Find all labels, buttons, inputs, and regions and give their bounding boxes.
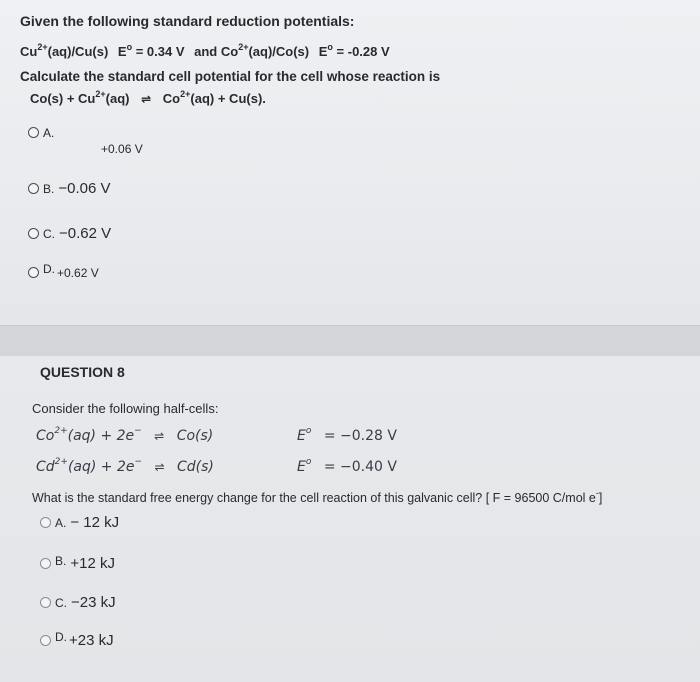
radio-button-icon[interactable] bbox=[40, 635, 51, 646]
q8-cell1-rhs: Co(s) bbox=[176, 428, 214, 444]
q7-half1-value: = 0.34 V bbox=[135, 44, 185, 59]
q7-half-reactions bbox=[20, 41, 390, 59]
q7-rxn-left: Co(s) + Cu bbox=[30, 91, 96, 106]
q8-cell2-minus: − bbox=[134, 457, 143, 468]
q7-reaction bbox=[30, 88, 266, 106]
q7-option-a-letter: A. bbox=[43, 125, 55, 140]
q8-cell1-value: = −0.28 V bbox=[323, 428, 397, 444]
q8-question-end: ] bbox=[598, 491, 603, 505]
equilibrium-arrow-icon: ⇌ bbox=[154, 460, 165, 474]
q8-cell2-E: E bbox=[297, 459, 306, 475]
q7-half1-charge: 2+ bbox=[37, 41, 48, 52]
q8-question-minus: - bbox=[595, 487, 599, 498]
q8-option-b-value: +12 kJ bbox=[70, 555, 115, 573]
q7-half2-E: E bbox=[318, 44, 328, 59]
q7-half2-deg: o bbox=[327, 41, 333, 52]
q8-option-c-value: −23 kJ bbox=[71, 594, 116, 612]
q7-rxn-left-aq: (aq) bbox=[105, 91, 130, 106]
q7-option-d[interactable] bbox=[28, 261, 99, 282]
q8-option-a-value: − 12 kJ bbox=[70, 514, 120, 532]
q8-cell2-lhs: Cd bbox=[36, 459, 55, 475]
q7-half1-deg: o bbox=[126, 41, 133, 52]
q7-half1-species: Cu bbox=[20, 44, 38, 59]
q8-option-b-letter: B. bbox=[55, 553, 67, 568]
radio-button-icon[interactable] bbox=[28, 127, 39, 138]
q8-cell1-minus: − bbox=[134, 426, 142, 437]
q7-option-a[interactable] bbox=[28, 124, 54, 142]
radio-button-icon[interactable] bbox=[28, 228, 39, 239]
q7-option-b[interactable] bbox=[28, 180, 110, 198]
q7-rxn-right-aq: (aq) + Cu(s). bbox=[190, 91, 266, 106]
q7-option-b-letter: B. bbox=[43, 181, 55, 196]
q8-cell2-mid: (aq) + 2e bbox=[67, 459, 135, 475]
q7-half1-rest: (aq)/Cu(s) bbox=[47, 44, 109, 59]
q7-option-a-value: +0.06 V bbox=[101, 142, 143, 156]
equilibrium-arrow-icon: ⇌ bbox=[141, 92, 152, 106]
q8-option-d[interactable] bbox=[40, 629, 114, 650]
q7-half2-rest: (aq)/Co(s) bbox=[248, 44, 310, 59]
radio-button-icon[interactable] bbox=[40, 558, 51, 569]
q8-cell2-charge: 2+ bbox=[54, 457, 68, 468]
q8-cell2-rhs: Cd(s) bbox=[177, 459, 214, 475]
q7-option-c-letter: C. bbox=[43, 226, 55, 241]
q8-question bbox=[32, 487, 603, 505]
q8-cell1-charge: 2+ bbox=[54, 426, 68, 437]
q7-rxn-right: Co bbox=[162, 91, 181, 106]
q8-cell1-potential bbox=[297, 428, 397, 444]
q7-rxn-right-charge: 2+ bbox=[180, 88, 191, 99]
q7-rxn-left-charge: 2+ bbox=[95, 88, 106, 99]
q8-option-d-letter: D. bbox=[55, 629, 67, 644]
q8-cell-2 bbox=[36, 459, 214, 475]
radio-button-icon[interactable] bbox=[28, 183, 39, 194]
q7-half1-E: E bbox=[117, 44, 127, 59]
q8-cell1-E: E bbox=[297, 428, 306, 444]
q7-option-d-letter: D. bbox=[43, 261, 55, 276]
radio-button-icon[interactable] bbox=[28, 267, 39, 278]
q8-cell-1 bbox=[36, 428, 213, 444]
q8-cell1-deg: o bbox=[305, 426, 312, 437]
q7-option-c[interactable] bbox=[28, 225, 111, 243]
q7-option-d-value: +0.62 V bbox=[57, 265, 99, 280]
q8-option-c-letter: C. bbox=[55, 595, 67, 610]
q7-option-c-value: −0.62 V bbox=[59, 225, 112, 243]
q7-half2-value: = -0.28 V bbox=[336, 44, 390, 59]
q8-cell2-value: = −0.40 V bbox=[323, 459, 397, 475]
question-divider bbox=[0, 325, 700, 357]
q8-cell2-deg: o bbox=[305, 457, 312, 468]
q7-and-co: and Co bbox=[194, 44, 239, 59]
radio-button-icon[interactable] bbox=[40, 597, 51, 608]
q8-cell1-lhs: Co bbox=[36, 428, 55, 444]
q8-intro: Consider the following half-cells: bbox=[32, 401, 219, 416]
q7-half2-charge: 2+ bbox=[238, 41, 249, 52]
equilibrium-arrow-icon: ⇌ bbox=[154, 429, 165, 443]
q8-cell2-potential bbox=[297, 459, 397, 475]
q8-cell1-mid: (aq) + 2e bbox=[67, 428, 135, 444]
q8-question-text: What is the standard free energy change for the cell reaction of this galvanic cell? [ F = 96500 C/mol e bbox=[32, 491, 596, 505]
q8-option-c[interactable] bbox=[40, 594, 116, 612]
q8-option-b[interactable] bbox=[40, 555, 115, 573]
q8-heading: QUESTION 8 bbox=[40, 364, 125, 380]
q7-option-b-value: −0.06 V bbox=[58, 180, 111, 198]
q7-calc-line: Calculate the standard cell potential for the cell whose reaction is bbox=[20, 69, 441, 84]
q8-option-a-letter: A. bbox=[55, 515, 67, 530]
radio-button-icon[interactable] bbox=[40, 517, 51, 528]
q7-intro: Given the following standard reduction potentials: bbox=[20, 13, 355, 29]
q8-option-a[interactable] bbox=[40, 514, 119, 532]
q8-option-d-value: +23 kJ bbox=[69, 632, 114, 650]
